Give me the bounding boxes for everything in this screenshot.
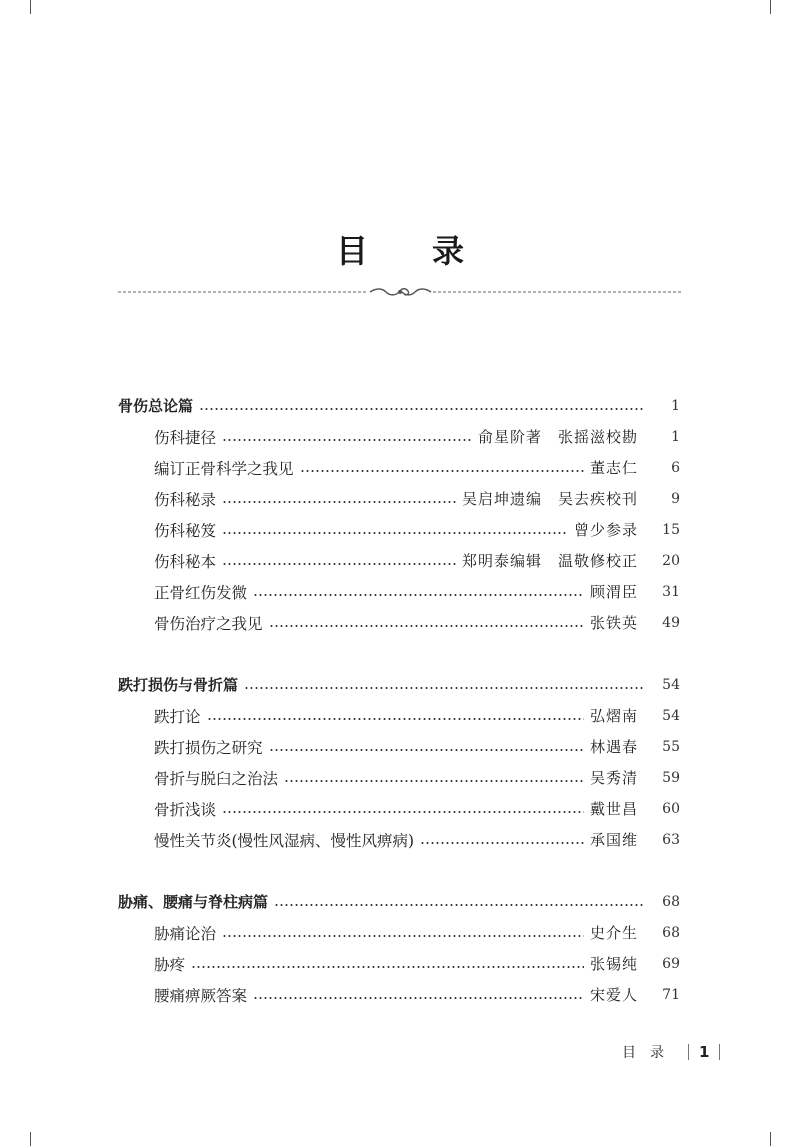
- toc-entry-author: 顾渭臣: [589, 583, 638, 601]
- toc-entry[interactable]: [118, 948, 680, 979]
- leader-dots: [191, 966, 584, 968]
- ornamental-divider: [118, 284, 683, 300]
- toc-section-title: 跌打损伤与骨折篇: [118, 676, 239, 694]
- toc-entry[interactable]: [118, 793, 680, 824]
- toc-page-number: 1: [671, 428, 680, 445]
- toc-page-number: 6: [671, 459, 680, 476]
- leader-dots: [222, 501, 456, 503]
- toc-entry-author: 史介生: [589, 924, 638, 942]
- leader-dots: [284, 780, 584, 782]
- toc-entry-author: 吴秀清: [589, 769, 638, 787]
- toc-entry-author: 张锡纯: [589, 955, 638, 973]
- toc-entry-title: 腰痛痹厥答案: [154, 986, 248, 1005]
- toc-page-number: 15: [662, 521, 680, 538]
- toc-page-number: 68: [662, 893, 680, 910]
- toc-page-number: 55: [662, 738, 680, 755]
- section-gap: [118, 855, 680, 886]
- toc-page-number: 20: [662, 552, 680, 569]
- crop-mark: [30, 1132, 31, 1146]
- page-title: 目录: [335, 232, 528, 270]
- leader-dots: [420, 842, 584, 844]
- toc-entry-title: 跌打论: [154, 707, 201, 726]
- toc-entry-author: 承国维: [589, 831, 638, 849]
- toc-page-number: 9: [671, 490, 680, 507]
- leader-dots: [269, 749, 584, 751]
- toc-page-number: 59: [662, 769, 680, 786]
- toc-page-number: 69: [662, 955, 680, 972]
- toc-entry-author: 张铁英: [589, 614, 638, 632]
- crop-mark: [770, 0, 771, 14]
- leader-dots: [222, 439, 472, 441]
- toc-section[interactable]: [118, 886, 680, 917]
- toc-entry-author: 董志仁: [589, 459, 638, 477]
- footer-label: 目录: [622, 1045, 678, 1061]
- toc-entry[interactable]: [118, 917, 680, 948]
- toc-entry-title: 伤科秘录: [154, 490, 217, 509]
- toc-entry[interactable]: [118, 514, 680, 545]
- leader-dots: [207, 718, 584, 720]
- toc-section-title: 骨伤总论篇: [118, 397, 194, 415]
- crop-mark: [770, 1132, 771, 1146]
- toc-entry-title: 伤科捷径: [154, 428, 217, 447]
- toc-entry-title: 跌打损伤之研究: [154, 738, 263, 757]
- page-footer: [622, 1042, 730, 1062]
- toc-entry-title: 慢性关节炎(慢性风湿病、慢性风痹病): [154, 831, 415, 850]
- toc-page-number: 54: [662, 676, 680, 693]
- toc-entry[interactable]: [118, 576, 680, 607]
- toc-entry-title: 伤科秘本: [154, 552, 217, 571]
- leader-dots: [222, 532, 568, 534]
- leader-dots: [269, 625, 584, 627]
- toc-entry-title: 骨伤治疗之我见: [154, 614, 263, 633]
- toc-entry-author: 吴启坤遗编 吴去疾校刊: [461, 490, 638, 508]
- toc-section[interactable]: [118, 669, 680, 700]
- toc-page-number: 71: [662, 986, 680, 1003]
- toc-entry-author: 宋爱人: [589, 986, 638, 1004]
- toc-page-number: 63: [662, 831, 680, 848]
- leader-dots: [222, 935, 584, 937]
- toc-entry-author: 林遇春: [589, 738, 638, 756]
- section-gap: [118, 638, 680, 669]
- crop-mark: [30, 0, 31, 14]
- toc-page-number: 54: [662, 707, 680, 724]
- leader-dots: [300, 470, 584, 472]
- toc-entry[interactable]: [118, 700, 680, 731]
- leader-dots: [244, 687, 644, 689]
- leader-dots: [253, 997, 584, 999]
- toc-entry-author: 郑明泰编辑 温敬修校正: [461, 552, 638, 570]
- toc-entry[interactable]: [118, 421, 680, 452]
- toc-section-title: 胁痛、腰痛与脊柱病篇: [118, 893, 269, 911]
- toc-entry-author: 俞星阶著 张摇滋校勘: [477, 428, 638, 446]
- toc-entry-title: 胁疼: [154, 955, 186, 974]
- toc-entry-title: 骨折浅谈: [154, 800, 217, 819]
- toc-entry-title: 正骨红伤发微: [154, 583, 248, 602]
- leader-dots: [222, 563, 456, 565]
- toc-page-number: 31: [662, 583, 680, 600]
- toc-section[interactable]: [118, 390, 680, 421]
- toc-entry-title: 胁痛论治: [154, 924, 217, 943]
- leader-dots: [222, 811, 584, 813]
- page-number: 1: [699, 1043, 710, 1061]
- toc-entry-title: 编订正骨科学之我见: [154, 459, 294, 478]
- toc-entry[interactable]: [118, 731, 680, 762]
- toc-entry-author: 曾少参录: [573, 521, 638, 539]
- leader-dots: [199, 408, 644, 410]
- leader-dots: [253, 594, 584, 596]
- footer-divider: [688, 1044, 689, 1060]
- toc-entry-title: 伤科秘笈: [154, 521, 217, 540]
- table-of-contents: [118, 390, 680, 1010]
- toc-entry-author: 戴世昌: [589, 800, 638, 818]
- toc-entry[interactable]: [118, 607, 680, 638]
- toc-page-number: 1: [671, 397, 680, 414]
- toc-entry-title: 骨折与脱臼之治法: [154, 769, 279, 788]
- toc-page-number: 60: [662, 800, 680, 817]
- toc-entry[interactable]: [118, 545, 680, 576]
- toc-entry[interactable]: [118, 824, 680, 855]
- leader-dots: [274, 904, 644, 906]
- toc-entry[interactable]: [118, 483, 680, 514]
- toc-entry-author: 弘熠南: [589, 707, 638, 725]
- toc-page-number: 68: [662, 924, 680, 941]
- toc-page-number: 49: [662, 614, 680, 631]
- toc-entry[interactable]: [118, 452, 680, 483]
- toc-entry[interactable]: [118, 762, 680, 793]
- footer-divider: [719, 1044, 720, 1060]
- toc-entry[interactable]: [118, 979, 680, 1010]
